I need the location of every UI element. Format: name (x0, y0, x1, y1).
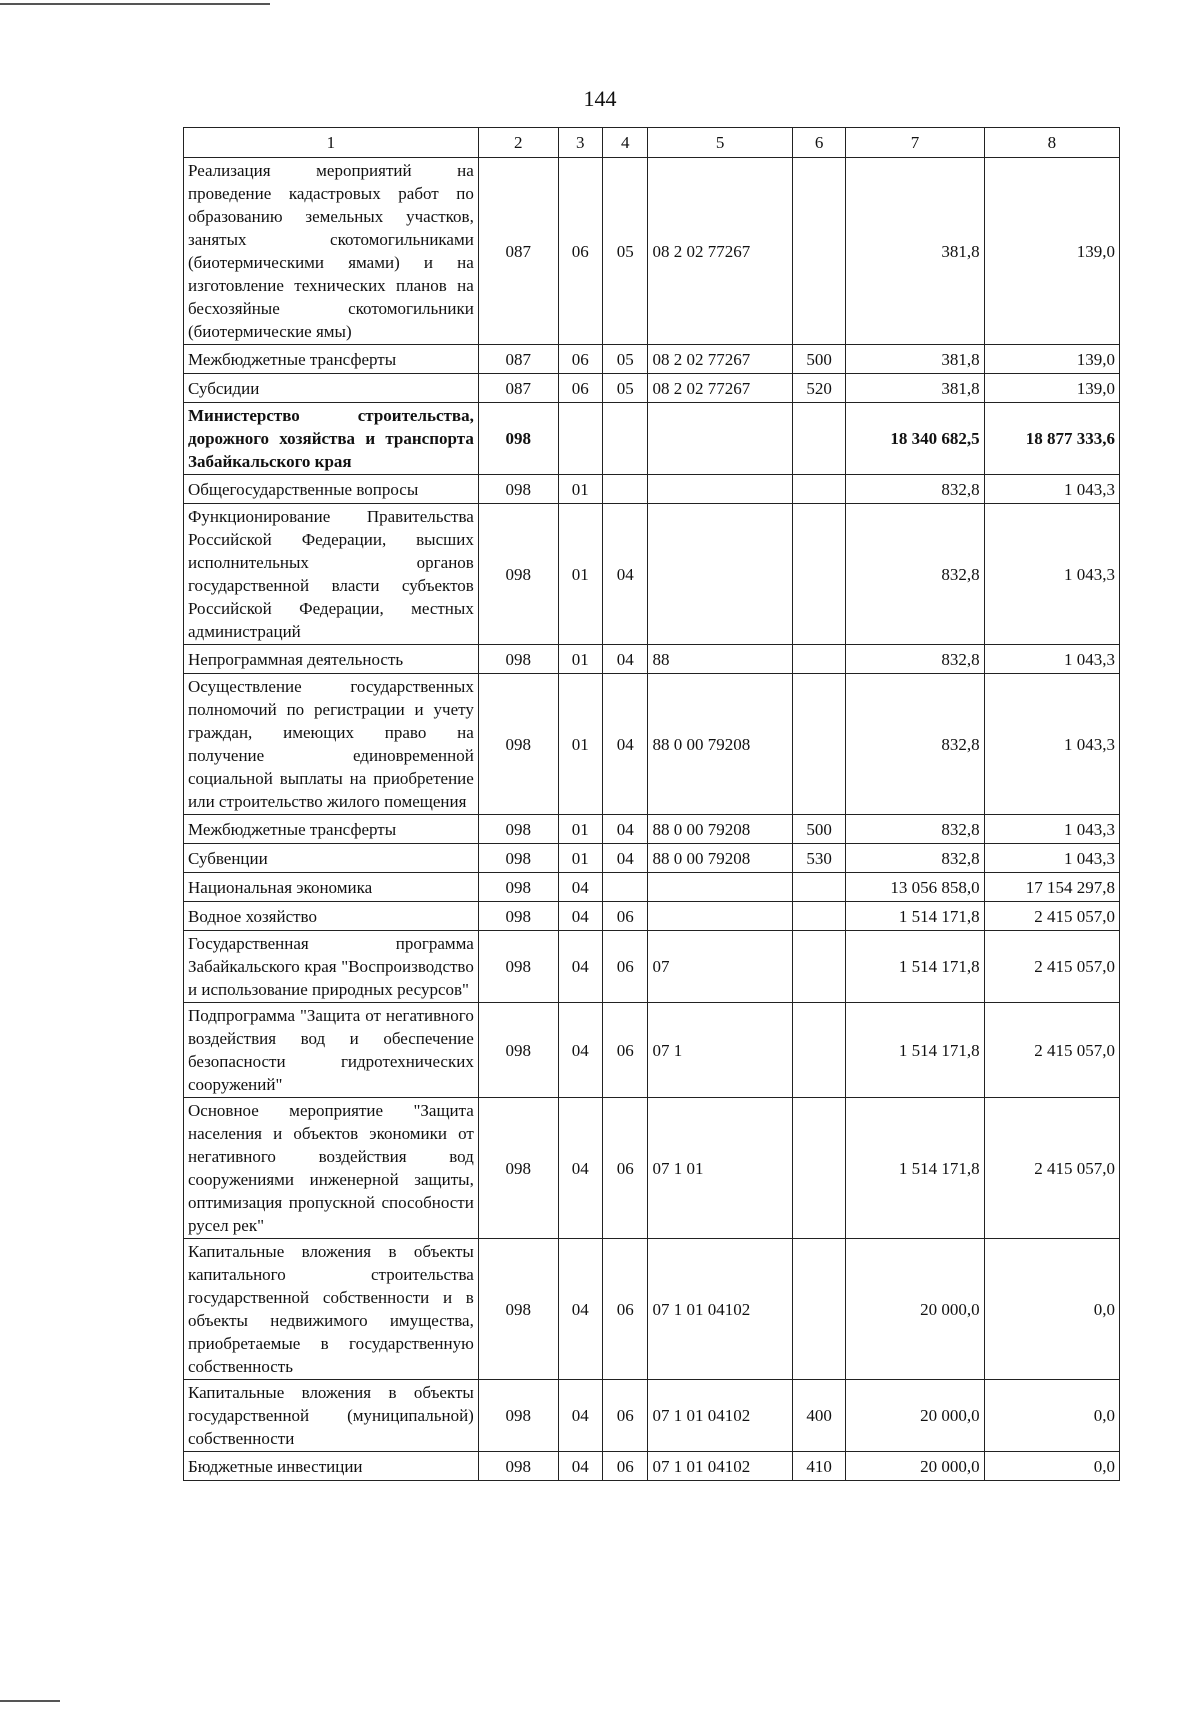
expense-type-cell (792, 902, 846, 931)
target-article-cell: 07 1 01 04102 (648, 1239, 792, 1380)
header-cell: 2 (478, 128, 558, 158)
row-name-cell: Межбюджетные трансферты (184, 345, 479, 374)
subsection-code-cell: 06 (603, 931, 648, 1003)
amount-year2-cell: 2 415 057,0 (984, 1098, 1119, 1239)
row-name-cell: Национальная экономика (184, 873, 479, 902)
section-code-cell: 01 (558, 475, 602, 504)
section-code-cell: 04 (558, 873, 602, 902)
row-name-cell: Подпрограмма "Защита от негативного воздействия вод и обеспечение безопасности гидротехнических сооружений" (184, 1003, 479, 1098)
ministry-code-cell: 087 (478, 158, 558, 345)
subsection-code-cell: 04 (603, 844, 648, 873)
target-article-cell: 08 2 02 77267 (648, 345, 792, 374)
amount-year2-cell: 1 043,3 (984, 504, 1119, 645)
expense-type-cell: 400 (792, 1380, 846, 1452)
subsection-code-cell: 06 (603, 902, 648, 931)
amount-year2-cell: 0,0 (984, 1380, 1119, 1452)
amount-year1-cell: 13 056 858,0 (846, 873, 984, 902)
section-code-cell: 04 (558, 902, 602, 931)
amount-year1-cell: 832,8 (846, 674, 984, 815)
table-body (184, 158, 1120, 1481)
table-row (184, 645, 1120, 674)
target-article-cell (648, 902, 792, 931)
amount-year1-cell: 832,8 (846, 504, 984, 645)
row-name-cell: Осуществление государственных полномочий по регистрации и учету граждан, имеющих право на получение единовременной социальной выплаты на приобретение или строительство жилого помещения (184, 674, 479, 815)
subsection-code-cell: 04 (603, 645, 648, 674)
amount-year1-cell: 1 514 171,8 (846, 902, 984, 931)
table-row (184, 844, 1120, 873)
table-row (184, 504, 1120, 645)
amount-year2-cell: 17 154 297,8 (984, 873, 1119, 902)
amount-year2-cell: 1 043,3 (984, 645, 1119, 674)
scan-edge-line (0, 1700, 60, 1702)
header-cell: 4 (603, 128, 648, 158)
target-article-cell (648, 403, 792, 475)
section-code-cell: 04 (558, 931, 602, 1003)
row-name-cell: Межбюджетные трансферты (184, 815, 479, 844)
target-article-cell: 07 1 01 04102 (648, 1380, 792, 1452)
expense-type-cell (792, 1239, 846, 1380)
amount-year2-cell: 2 415 057,0 (984, 902, 1119, 931)
subsection-code-cell (603, 475, 648, 504)
page-number: 144 (583, 86, 617, 111)
amount-year2-cell: 1 043,3 (984, 844, 1119, 873)
ministry-code-cell: 087 (478, 345, 558, 374)
header-cell: 7 (846, 128, 984, 158)
header-cell: 8 (984, 128, 1119, 158)
expense-type-cell (792, 1098, 846, 1239)
section-code-cell: 04 (558, 1452, 602, 1481)
table-row (184, 374, 1120, 403)
target-article-cell: 88 0 00 79208 (648, 815, 792, 844)
expense-type-cell (792, 931, 846, 1003)
expense-type-cell (792, 504, 846, 645)
amount-year1-cell: 20 000,0 (846, 1380, 984, 1452)
amount-year2-cell: 1 043,3 (984, 674, 1119, 815)
subsection-code-cell (603, 403, 648, 475)
row-name-cell: Функционирование Правительства Российской Федерации, высших исполнительных органов государственной власти субъектов Российской Федерации, местных администраций (184, 504, 479, 645)
amount-year1-cell: 832,8 (846, 475, 984, 504)
target-article-cell: 08 2 02 77267 (648, 158, 792, 345)
section-code-cell: 04 (558, 1003, 602, 1098)
target-article-cell: 08 2 02 77267 (648, 374, 792, 403)
scan-edge-line (0, 3, 270, 5)
subsection-code-cell: 04 (603, 815, 648, 844)
amount-year1-cell: 18 340 682,5 (846, 403, 984, 475)
row-name-cell: Капитальные вложения в объекты государственной (муниципальной) собственности (184, 1380, 479, 1452)
table-row (184, 902, 1120, 931)
section-code-cell: 06 (558, 374, 602, 403)
header-cell: 3 (558, 128, 602, 158)
row-name-cell: Основное мероприятие "Защита населения и объектов экономики от негативного воздействия вод сооружениями инженерной защиты, оптимизация пропускной способности русел рек" (184, 1098, 479, 1239)
section-code-cell: 06 (558, 345, 602, 374)
amount-year1-cell: 1 514 171,8 (846, 931, 984, 1003)
expense-type-cell (792, 475, 846, 504)
amount-year2-cell: 1 043,3 (984, 475, 1119, 504)
section-code-cell: 04 (558, 1098, 602, 1239)
ministry-code-cell: 098 (478, 931, 558, 1003)
expense-type-cell: 500 (792, 815, 846, 844)
section-code-cell: 01 (558, 674, 602, 815)
subsection-code-cell (603, 873, 648, 902)
ministry-code-cell: 087 (478, 374, 558, 403)
ministry-code-cell: 098 (478, 645, 558, 674)
subsection-code-cell: 06 (603, 1380, 648, 1452)
subsection-code-cell: 06 (603, 1239, 648, 1380)
subsection-code-cell: 06 (603, 1452, 648, 1481)
expense-type-cell: 530 (792, 844, 846, 873)
subsection-code-cell: 05 (603, 374, 648, 403)
target-article-cell: 88 0 00 79208 (648, 844, 792, 873)
row-name-cell: Общегосударственные вопросы (184, 475, 479, 504)
ministry-code-cell: 098 (478, 815, 558, 844)
amount-year2-cell: 0,0 (984, 1452, 1119, 1481)
section-code-cell: 01 (558, 504, 602, 645)
expense-type-cell (792, 158, 846, 345)
expense-type-cell (792, 403, 846, 475)
section-code-cell: 01 (558, 844, 602, 873)
row-name-cell: Государственная программа Забайкальского края "Воспроизводство и использование природных ресурсов" (184, 931, 479, 1003)
section-code-cell (558, 403, 602, 475)
ministry-code-cell: 098 (478, 1239, 558, 1380)
subsection-code-cell: 04 (603, 674, 648, 815)
target-article-cell (648, 475, 792, 504)
section-code-cell: 04 (558, 1380, 602, 1452)
ministry-code-cell: 098 (478, 873, 558, 902)
target-article-cell: 88 (648, 645, 792, 674)
amount-year1-cell: 20 000,0 (846, 1452, 984, 1481)
section-code-cell: 01 (558, 645, 602, 674)
row-name-cell: Министерство строительства, дорожного хозяйства и транспорта Забайкальского края (184, 403, 479, 475)
ministry-code-cell: 098 (478, 403, 558, 475)
amount-year2-cell: 1 043,3 (984, 815, 1119, 844)
amount-year2-cell: 2 415 057,0 (984, 931, 1119, 1003)
table-row (184, 873, 1120, 902)
amount-year2-cell: 139,0 (984, 158, 1119, 345)
amount-year1-cell: 1 514 171,8 (846, 1003, 984, 1098)
table-row (184, 1452, 1120, 1481)
table-row (184, 1098, 1120, 1239)
table-header-row (184, 128, 1120, 158)
subsection-code-cell: 06 (603, 1098, 648, 1239)
amount-year1-cell: 832,8 (846, 645, 984, 674)
row-name-cell: Водное хозяйство (184, 902, 479, 931)
table-row (184, 403, 1120, 475)
table-row (184, 674, 1120, 815)
expense-type-cell (792, 1003, 846, 1098)
amount-year1-cell: 1 514 171,8 (846, 1098, 984, 1239)
ministry-code-cell: 098 (478, 1003, 558, 1098)
table-row (184, 931, 1120, 1003)
expense-type-cell (792, 645, 846, 674)
table-row (184, 1239, 1120, 1380)
expense-type-cell (792, 674, 846, 815)
amount-year2-cell: 139,0 (984, 345, 1119, 374)
table-row (184, 345, 1120, 374)
expense-type-cell: 410 (792, 1452, 846, 1481)
target-article-cell (648, 504, 792, 645)
table-row (184, 475, 1120, 504)
target-article-cell: 07 (648, 931, 792, 1003)
ministry-code-cell: 098 (478, 1452, 558, 1481)
header-cell: 1 (184, 128, 479, 158)
table-row (184, 1003, 1120, 1098)
subsection-code-cell: 05 (603, 158, 648, 345)
amount-year1-cell: 381,8 (846, 345, 984, 374)
expense-type-cell: 520 (792, 374, 846, 403)
amount-year1-cell: 832,8 (846, 844, 984, 873)
ministry-code-cell: 098 (478, 674, 558, 815)
expense-type-cell: 500 (792, 345, 846, 374)
amount-year1-cell: 381,8 (846, 374, 984, 403)
amount-year2-cell: 18 877 333,6 (984, 403, 1119, 475)
section-code-cell: 06 (558, 158, 602, 345)
row-name-cell: Реализация мероприятий на проведение кадастровых работ по образованию земельных участков, занятых скотомогильниками (биотермическими ямами) и на изготовление технических планов на бесхозяйные скотомогильники (биотермические ямы) (184, 158, 479, 345)
amount-year2-cell: 0,0 (984, 1239, 1119, 1380)
header-cell: 5 (648, 128, 792, 158)
row-name-cell: Непрограммная деятельность (184, 645, 479, 674)
header-cell: 6 (792, 128, 846, 158)
row-name-cell: Бюджетные инвестиции (184, 1452, 479, 1481)
target-article-cell (648, 873, 792, 902)
table-row (184, 158, 1120, 345)
amount-year1-cell: 381,8 (846, 158, 984, 345)
ministry-code-cell: 098 (478, 475, 558, 504)
amount-year2-cell: 2 415 057,0 (984, 1003, 1119, 1098)
amount-year2-cell: 139,0 (984, 374, 1119, 403)
budget-table (183, 127, 1120, 1481)
ministry-code-cell: 098 (478, 1098, 558, 1239)
expense-type-cell (792, 873, 846, 902)
row-name-cell: Капитальные вложения в объекты капитального строительства государственной собственности и в объекты недвижимого имущества, приобретаемые в государственную собственность (184, 1239, 479, 1380)
target-article-cell: 07 1 01 04102 (648, 1452, 792, 1481)
ministry-code-cell: 098 (478, 902, 558, 931)
subsection-code-cell: 06 (603, 1003, 648, 1098)
table-row (184, 815, 1120, 844)
ministry-code-cell: 098 (478, 504, 558, 645)
amount-year1-cell: 20 000,0 (846, 1239, 984, 1380)
section-code-cell: 01 (558, 815, 602, 844)
subsection-code-cell: 04 (603, 504, 648, 645)
table-row (184, 1380, 1120, 1452)
ministry-code-cell: 098 (478, 1380, 558, 1452)
ministry-code-cell: 098 (478, 844, 558, 873)
row-name-cell: Субсидии (184, 374, 479, 403)
target-article-cell: 88 0 00 79208 (648, 674, 792, 815)
amount-year1-cell: 832,8 (846, 815, 984, 844)
section-code-cell: 04 (558, 1239, 602, 1380)
row-name-cell: Субвенции (184, 844, 479, 873)
target-article-cell: 07 1 01 (648, 1098, 792, 1239)
target-article-cell: 07 1 (648, 1003, 792, 1098)
subsection-code-cell: 05 (603, 345, 648, 374)
